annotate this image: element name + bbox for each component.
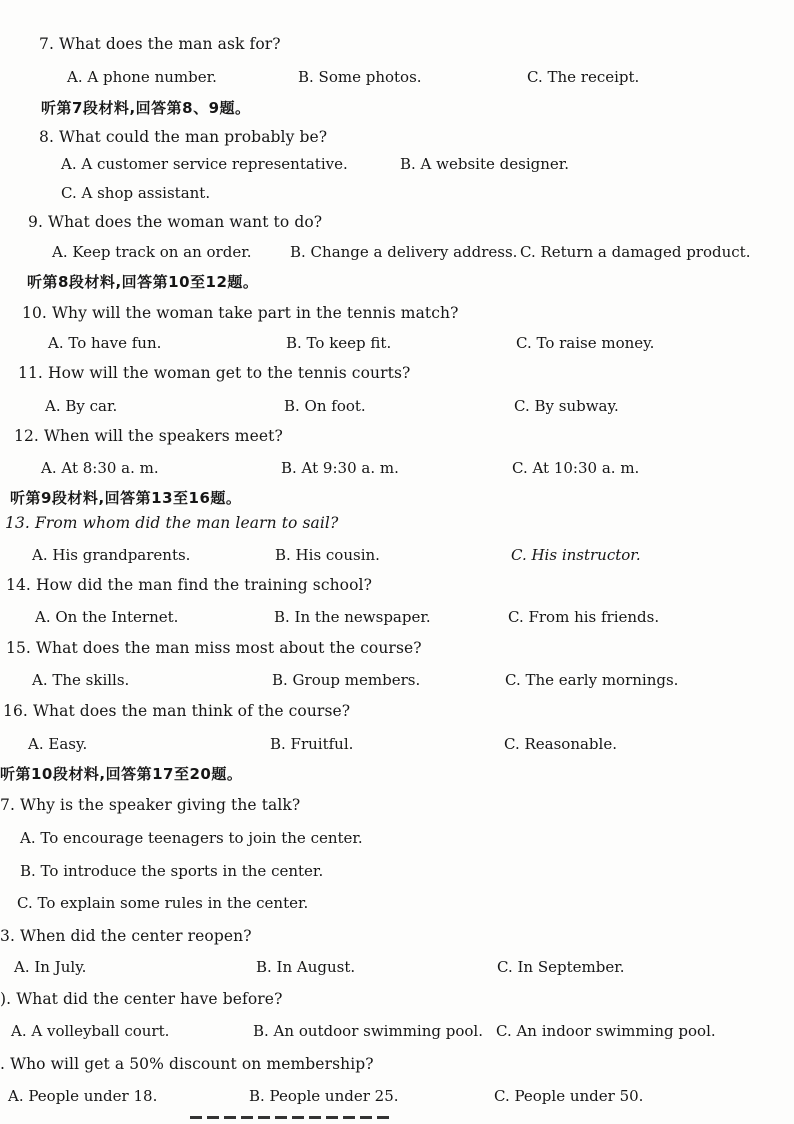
option-a: A. A phone number. [67, 68, 217, 86]
question-text: What did the center have before? [16, 990, 283, 1008]
option-c: C. Return a damaged product. [520, 243, 751, 261]
question-number: 7. [39, 35, 54, 53]
question-number: 13. [5, 514, 30, 532]
option-a: A. People under 18. [8, 1087, 158, 1105]
question-number: 3. [0, 927, 15, 945]
question-text: What does the man think of the course? [32, 702, 351, 720]
option-b: B. Fruitful. [270, 735, 354, 753]
option-c: C. In September. [497, 958, 625, 976]
question-7 [39, 35, 281, 53]
question-text: Who will get a 50% discount on membership? [10, 1055, 374, 1073]
question-text: When did the center reopen? [20, 927, 252, 945]
option-c: C. To explain some rules in the center. [17, 894, 309, 912]
question-20 [0, 1055, 374, 1073]
section-header-9: 听第9段材料,回答第13至16题。 [10, 489, 242, 507]
option-c: C. At 10:30 a. m. [512, 459, 640, 477]
option-c: C. The receipt. [527, 68, 640, 86]
question-number: . [0, 1055, 6, 1073]
option-b: B. Some photos. [298, 68, 422, 86]
question-text: When will the speakers meet? [43, 427, 283, 445]
option-c: C. From his friends. [508, 608, 660, 626]
option-b: B. To introduce the sports in the center. [20, 862, 324, 880]
option-c: C. His instructor. [511, 546, 641, 564]
option-a: A. To have fun. [48, 334, 162, 352]
option-c: C. To raise money. [516, 334, 655, 352]
option-a: A. Keep track on an order. [52, 243, 252, 261]
question-18 [0, 927, 252, 945]
question-number: 11. [18, 364, 43, 382]
question-19 [0, 990, 282, 1008]
option-a: A. A volleyball court. [11, 1022, 170, 1040]
option-b: B. Group members. [272, 671, 421, 689]
option-b: B. An outdoor swimming pool. [253, 1022, 483, 1040]
option-a: A. On the Internet. [35, 608, 179, 626]
question-number: 7. [0, 796, 15, 814]
option-c: C. People under 50. [494, 1087, 644, 1105]
option-b: B. Change a delivery address. [290, 243, 518, 261]
section-header-7: 听第7段材料,回答第8、9题。 [41, 99, 251, 117]
option-b: B. His cousin. [275, 546, 380, 564]
option-b: B. To keep fit. [286, 334, 392, 352]
question-number: 8. [39, 128, 54, 146]
question-number: 14. [6, 576, 31, 594]
section-header-10: 听第10段材料,回答第17至20题。 [0, 765, 243, 783]
option-b: B. At 9:30 a. m. [281, 459, 399, 477]
option-b: B. In August. [256, 958, 356, 976]
option-a: A. The skills. [32, 671, 130, 689]
question-17 [0, 796, 300, 814]
option-a: A. At 8:30 a. m. [41, 459, 159, 477]
option-b: B. A website designer. [400, 155, 570, 173]
question-number: 9. [28, 213, 43, 231]
question-9 [28, 213, 322, 231]
question-text: Why is the speaker giving the talk? [20, 796, 301, 814]
question-number: ). [0, 990, 12, 1008]
question-text: What could the man probably be? [59, 128, 328, 146]
option-c: C. An indoor swimming pool. [496, 1022, 716, 1040]
question-text: Why will the woman take part in the tennis match? [51, 304, 459, 322]
option-b: B. On foot. [284, 397, 366, 415]
question-text: From whom did the man learn to sail? [34, 514, 339, 532]
question-number: 16. [3, 702, 28, 720]
option-a: A. To encourage teenagers to join the center. [20, 829, 363, 847]
question-14 [6, 576, 372, 594]
section-header-8: 听第8段材料,回答第10至12题。 [27, 273, 259, 291]
question-number: 10. [22, 304, 47, 322]
question-8 [39, 128, 327, 146]
option-a: A. Easy. [28, 735, 88, 753]
question-10 [22, 304, 459, 322]
question-number: 12. [14, 427, 39, 445]
question-text: What does the woman want to do? [48, 213, 323, 231]
question-text: How will the woman get to the tennis courts? [47, 364, 411, 382]
question-text: How did the man find the training school? [35, 576, 373, 594]
question-text: What does the man ask for? [59, 35, 281, 53]
option-c: C. A shop assistant. [61, 184, 211, 202]
question-16 [3, 702, 350, 720]
cut-off-footer-text [190, 1116, 440, 1124]
option-b: B. People under 25. [249, 1087, 399, 1105]
option-c: C. Reasonable. [504, 735, 617, 753]
question-text: What does the man miss most about the course? [35, 639, 422, 657]
question-15 [6, 639, 422, 657]
question-11 [18, 364, 410, 382]
option-a: A. A customer service representative. [61, 155, 348, 173]
option-a: A. His grandparents. [32, 546, 191, 564]
option-c: C. By subway. [514, 397, 619, 415]
question-12 [14, 427, 283, 445]
option-a: A. In July. [14, 958, 87, 976]
question-number: 15. [6, 639, 31, 657]
option-a: A. By car. [45, 397, 118, 415]
option-c: C. The early mornings. [505, 671, 679, 689]
option-b: B. In the newspaper. [274, 608, 431, 626]
question-13 [5, 514, 338, 532]
